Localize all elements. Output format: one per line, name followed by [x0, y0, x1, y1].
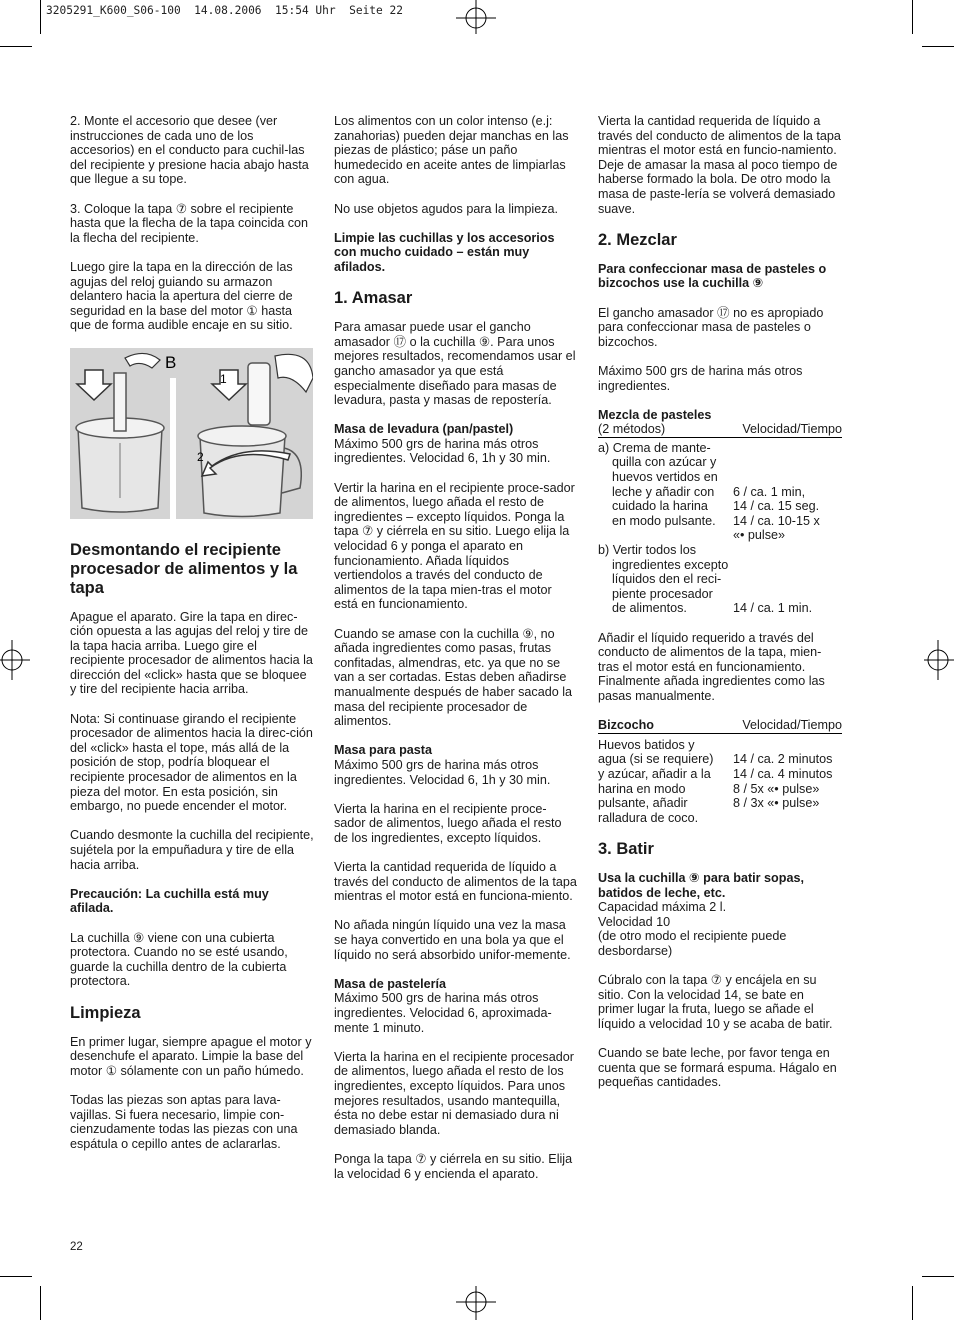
table-cell: 14 / ca. 4 minutos	[733, 766, 833, 781]
table-cell: ingredientes excepto	[612, 557, 729, 572]
crop-mark	[40, 0, 41, 34]
subheading-masa-pasteleria: Masa de pastelería	[334, 976, 447, 991]
registration-mark-icon	[0, 640, 30, 680]
table-cell: 14 / ca. 15 seg.	[733, 499, 820, 514]
table-title: Mezcla de pasteles	[598, 407, 712, 422]
crop-mark	[912, 0, 913, 34]
table-cell: 6 / ca. 1 min,	[733, 484, 806, 499]
paragraph: Vierta la cantidad requerida de líquido a través del conducto de alimentos de la tapa mientras el motor está en funcio-namiento. Deje de amasar la masa al poco tiempo de haberse formado la bola. De otro modo la masa de paste-lería se volverá demasiado suave.	[598, 114, 841, 216]
column-middle	[334, 114, 578, 1196]
paragraph: Máximo 500 grs de harina más otros ingredientes. Velocidad 6, aproximada-mente 1 minuto.	[334, 991, 552, 1035]
table-row	[598, 738, 842, 826]
crop-mark	[0, 46, 32, 47]
table-cell: Huevos batidos y	[598, 737, 695, 752]
paragraph: Cuando desmonte la cuchilla del recipiente, sujétela por la empuñadura y tire de ella hacia arriba.	[70, 828, 314, 872]
table-cell: leche y añadir con	[612, 484, 715, 499]
heading-amasar: 1. Amasar	[334, 289, 413, 308]
assembly-illustration	[70, 348, 313, 519]
subheading-batir: Usa la cuchilla ⑨ para batir sopas, batidos de leche, etc.	[598, 870, 804, 900]
table-cell: 14 / ca. 2 minutos	[733, 752, 833, 767]
crop-mark	[0, 1276, 32, 1277]
paragraph: El gancho amasador ⑰ no es apropiado para confeccionar masa de pasteles o bizcochos.	[598, 305, 824, 349]
table-cell: agua (si se requiere)	[598, 752, 714, 767]
step-3-text: 3. Coloque la tapa ⑦ sobre el recipiente hasta que la flecha de la tapa coincida con la flecha del recipiente.	[70, 201, 309, 245]
table-cell: en modo pulsante.	[612, 513, 716, 528]
paragraph: Vertir la harina en el recipiente proce-sador de alimentos, luego añada el resto de ingredientes – excepto líquidos. Ponga la tapa ⑦ y ciérrela en su sitio. Luego elija la velocidad 6 y ponga el aparato en funcionamiento. Añada líquidos vertiendolos a través del conducto de alimentos de la tapa mien-tras el motor está en funcionamiento.	[334, 480, 575, 612]
table-cell: 8 / 5x «• pulse»	[733, 781, 820, 796]
table-row	[598, 543, 842, 616]
crop-mark	[922, 46, 954, 47]
paragraph: No use objetos agudos para la limpieza.	[334, 201, 559, 216]
table-bizcocho	[598, 718, 842, 825]
registration-mark-icon	[456, 1284, 496, 1320]
paragraph: Cuando se amase con la cuchilla ⑨, no añada ingredientes como pasas, frutas confitadas, almendras, etc. ya que no se van a ser cortadas. Estas deben añadirse manualmente después de haber sacado la masa del recipiente procesador de alimentos.	[334, 626, 573, 729]
subheading-masa-levadura: Masa de levadura (pan/pastel)	[334, 422, 514, 437]
warning-text: Limpie las cuchillas y los accesorios con mucho cuidado – están muy afilados.	[334, 230, 555, 274]
table-cell: huevos vertidos en	[612, 470, 718, 485]
table-cell: b) Vertir todos los	[598, 543, 696, 558]
table-cell: cuidado la harina	[612, 499, 708, 514]
print-slug: 3205291_K600_S06-100 14.08.2006 15:54 Uhr Seite 22	[46, 4, 403, 17]
table-cell: 14 / ca. 10-15 x	[733, 513, 820, 528]
heading-batir: 3. Batir	[598, 839, 654, 858]
table-title: Bizcocho	[598, 718, 654, 733]
table-header	[598, 422, 842, 438]
heading-mezclar: 2. Mezclar	[598, 230, 677, 249]
figure-label-1: 1	[220, 371, 227, 386]
paragraph: Vierta la cantidad requerida de líquido a través del conducto de alimentos de la tapa mientras el motor está en funciona-miento.	[334, 860, 577, 904]
table-cell: harina en modo	[598, 781, 686, 796]
lock-text: Luego gire la tapa en la dirección de las agujas del reloj guiando su armazon delantero hacia la apertura del cierre de seguridad en la base del motor ① hasta que de forma audible encaje en su sitio.	[70, 259, 293, 333]
table-cell: a) Crema de mante-	[598, 440, 711, 455]
page-number: 22	[70, 1241, 83, 1253]
table-cell: 8 / 3x «• pulse»	[733, 796, 820, 811]
speed-text: Velocidad 10	[598, 914, 671, 929]
paragraph: Cuando se bate leche, por favor tenga en cuenta que se formará espuma. Hágalo en pequeñas cantidades.	[598, 1046, 837, 1090]
crop-mark	[40, 1286, 41, 1320]
crop-mark	[912, 1286, 913, 1320]
table-cell: ralladura de coco.	[598, 810, 699, 825]
heading-desmontando: Desmontando el recipiente procesador de alimentos y la tapa	[70, 540, 298, 597]
table-subtitle: (2 métodos)	[598, 422, 666, 437]
table-column-header: Velocidad/Tiempo	[742, 718, 842, 733]
table-cell: 14 / ca. 1 min.	[733, 601, 813, 616]
heading-limpieza: Limpieza	[70, 1003, 141, 1022]
table-column-header: Velocidad/Tiempo	[742, 422, 842, 437]
table-cell: de alimentos.	[612, 601, 687, 616]
table-cell: y azúcar, añadir a la	[598, 766, 711, 781]
registration-mark-icon	[456, 0, 496, 36]
caution-text: Precaución: La cuchilla está muy afilada.	[70, 886, 269, 916]
paragraph: Vierta la harina en el recipiente proce-sador de alimentos, luego añada el resto de los ingredientes, excepto líquidos.	[334, 801, 562, 845]
table-mezcla-pasteles	[598, 408, 842, 616]
paragraph: La cuchilla ⑨ viene con una cubierta protectora. Cuando no se esté usando, guarde la cuchilla dentro de la cubierta protectora.	[70, 930, 288, 989]
table-row	[598, 441, 842, 543]
paragraph: Máximo 500 grs de harina más otros ingredientes.	[598, 363, 803, 393]
step-2-text: 2. Monte el accesorio que desee (ver instrucciones de cada uno de los accesorios) en el conducto para cuchil-las del recipiente y presione hacia abajo hasta que llegue a su tope.	[70, 114, 309, 187]
table-cell: pulsante, añadir	[598, 796, 688, 811]
column-right	[598, 114, 842, 1104]
paragraph: No añada ningún líquido una vez la masa se haya convertido en una bola ya que el líquido no será absorbido unifor-memente.	[334, 918, 571, 962]
table-cell: quilla con azúcar y	[612, 455, 717, 470]
paragraph: Máximo 500 grs de harina más otros ingredientes. Velocidad 6, 1h y 30 min.	[334, 436, 551, 466]
column-left	[70, 114, 314, 1166]
figure-label-2: 2	[197, 449, 204, 464]
paragraph: Apague el aparato. Gire la tapa en direc-ción opuesta a las agujas del reloj y tire de la tapa hacia arriba. Luego gire el recipiente procesador de alimentos hacia la dirección del «click» hasta que se bloquee y tire del recipiente hacia arriba.	[70, 609, 313, 697]
paragraph: En primer lugar, siempre apague el motor y desenchufe el aparato. Limpie la base del motor ① sólamente con un paño húmedo.	[70, 1034, 312, 1078]
capacity-text: Capacidad máxima 2 l.	[598, 900, 727, 915]
paragraph: (de otro modo el recipiente puede desbordarse)	[598, 929, 787, 958]
table-cell: líquidos den el reci-	[612, 572, 722, 587]
registration-mark-icon	[924, 640, 954, 680]
paragraph: Cúbralo con la tapa ⑦ y encájela en su sitio. Con la velocidad 14, se bate en primer lugar la fruta, luego se añade el líquido a velocidad 10 y se acaba de batir.	[598, 973, 833, 1031]
paragraph: Todas las piezas son aptas para lava-vajillas. Si fuera necesario, limpie con-cienzudamente todas las piezas con una espátula o cepillo antes de aclararlas.	[70, 1092, 298, 1151]
table-cell: «• pulse»	[733, 528, 786, 543]
table-header	[598, 718, 842, 734]
figure-label-b: B	[165, 352, 177, 372]
subheading-bizcochos: Para confeccionar masa de pasteles o bizcochos use la cuchilla ⑨	[598, 261, 827, 291]
crop-mark	[922, 1276, 954, 1277]
paragraph: Para amasar puede usar el gancho amasador ⑰ o la cuchilla ⑨. Para unos mejores resultados, recomendamos usar el gancho amasador ya que está especialmente diseñado para masas de levadura, pasta y masas de repostería.	[334, 320, 576, 408]
subheading-masa-pasta: Masa para pasta	[334, 743, 433, 758]
note-text: Nota: Si continuase girando el recipiente procesador de alimentos hacia la direc-ción del «click» hasta el tope, más allá de la posición de stop, podría bloquear el recipiente procesador de alimentos en la pieza del motor. En esta posición, sin embargo, no puede encender el motor.	[70, 711, 313, 814]
table-cell: piente procesador	[612, 586, 713, 601]
paragraph: Añadir el líquido requerido a través del conducto de alimentos de la tapa, mien-tras el motor está en funcionamiento. Finalmente añada ingredientes como las pasas manualmente.	[598, 630, 825, 703]
paragraph: Vierta la harina en el recipiente procesador de alimentos, luego añada el resto de los ingredientes, excepto líquidos. Para unos mejores resultados, usando mantequilla, ésta no debe estar ni demasiado dura ni demasiado blanda.	[334, 1049, 574, 1137]
paragraph: Los alimentos con un color intenso (e.j: zanahorias) pueden dejar manchas en las piezas de plástico; páse un paño humedecido en aceite antes de limpiarlas con agua.	[334, 114, 569, 187]
paragraph: Ponga la tapa ⑦ y ciérrela en su sitio. Elija la velocidad 6 y encienda el aparato.	[334, 1151, 573, 1181]
paragraph: Máximo 500 grs de harina más otros ingredientes. Velocidad 6, 1h y 30 min.	[334, 757, 551, 787]
